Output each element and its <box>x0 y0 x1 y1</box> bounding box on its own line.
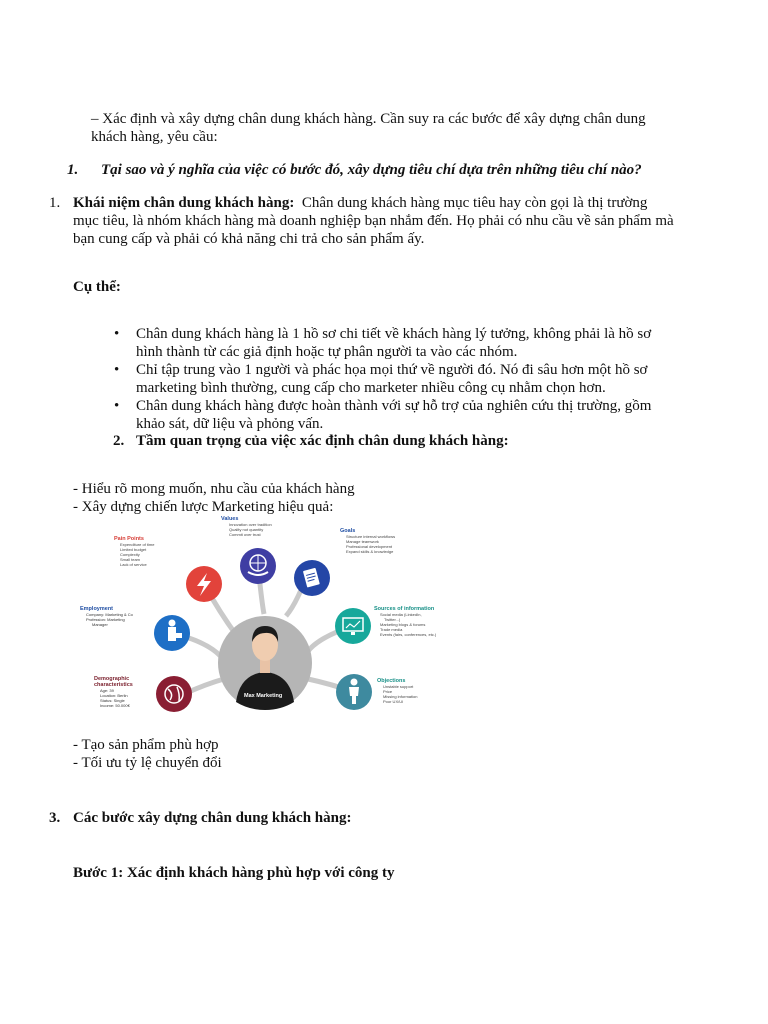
sources-title: Sources of information <box>374 606 435 612</box>
pain-points-item: Expenditure of time <box>120 542 155 547</box>
list-item <box>114 361 696 397</box>
customer-persona-infographic <box>76 514 456 726</box>
section1-line-2: mục tiêu, là nhóm khách hàng mà doanh nghiệp bạn nhắm đến. Họ phải có nhu cầu về sản phẩm mà <box>73 213 674 229</box>
pain-points-item: Lack of service <box>120 562 147 567</box>
bullet-line: hình thành từ các giả định hoặc tự phân người ta vào các nhóm. <box>136 344 518 360</box>
importance-list <box>73 480 355 516</box>
list-item <box>114 325 696 361</box>
node-employment <box>154 615 190 651</box>
list-item <box>114 397 696 433</box>
node-demographic <box>156 676 192 712</box>
importance-item: - Tạo sản phẩm phù hợp <box>73 737 219 753</box>
values-item: Innovation over tradition <box>229 522 272 527</box>
demographic-item: Income: 50.000€ <box>100 703 130 708</box>
importance-item: - Tối ưu tỷ lệ chuyển đổi <box>73 755 222 771</box>
section3-number: 3. <box>49 810 61 826</box>
sources-item: Trade media <box>380 627 403 632</box>
employment-item: Profession: Marketing <box>86 617 125 622</box>
bullet-dot: • <box>114 398 120 414</box>
goals-item: Manage teamwork <box>346 539 379 544</box>
objections-title: Objections <box>377 678 406 684</box>
values-item: Commit over trust <box>229 532 261 537</box>
values-block <box>221 516 272 537</box>
bullet-line: Chỉ tập trung vào 1 người và phác họa mọi thứ về người đó. Nó đi sâu hơn một hồ sơ <box>136 362 648 378</box>
section1-number: 1. <box>49 195 61 211</box>
bullet-line: Chân dung khách hàng được hoàn thành với sự hỗ trợ của nghiên cứu thị trường, gồm <box>136 398 652 414</box>
objections-item: Unstable support <box>383 684 414 689</box>
question-text: Tại sao và ý nghĩa của việc có bước đó, xây dựng tiêu chí dựa trên những tiêu chí nào? <box>101 162 642 178</box>
bullet-dot: • <box>114 326 120 342</box>
objections-item: Poor UX/UI <box>383 699 404 704</box>
bullet-line: khảo sát, dữ liệu và phỏng vấn. <box>136 416 324 432</box>
importance-item: - Hiểu rõ mong muốn, nhu cầu của khách hàng <box>73 481 355 497</box>
section1-line-3: bạn cung cấp và phải có khả năng chi trả cho sản phẩm ấy. <box>73 231 425 247</box>
node-values <box>240 548 276 584</box>
bullet-dot: • <box>114 362 120 378</box>
demographic-item: Age: 39 <box>100 688 114 693</box>
employment-item: Company: Marketing & Co <box>86 612 133 617</box>
node-sources <box>335 608 371 644</box>
sources-item: Social media (LinkedIn, <box>380 612 422 617</box>
pain-points-item: Limited budget <box>120 547 147 552</box>
demographic-title-2: characteristics <box>94 682 133 688</box>
bullet-line: marketing bình thường, cung cấp cho marketer nhiều công cụ nhằm chọn hơn. <box>136 380 606 396</box>
node-pain-points <box>186 566 222 602</box>
intro-line-2: khách hàng, yêu cầu: <box>91 129 218 145</box>
objections-block <box>377 678 417 704</box>
node-goals <box>294 560 330 596</box>
person-briefcase-icon <box>169 620 176 627</box>
sources-item: Marketing blogs & forums <box>380 622 426 627</box>
goals-item: Structure internal workflows <box>346 534 396 539</box>
demographic-block <box>94 676 133 708</box>
intro <box>91 110 646 146</box>
person-icon <box>351 679 358 686</box>
section1-line-1: Chân dung khách hàng mục tiêu hay còn gọi là thị trường <box>301 195 648 211</box>
employment-block <box>80 606 133 627</box>
sources-item: Events (fairs, conferences, etc.) <box>380 632 437 637</box>
bullet-line: Chân dung khách hàng là 1 hồ sơ chi tiết về khách hàng lý tưởng, không phải là hồ sơ <box>136 326 652 342</box>
importance-item: - Xây dựng chiến lược Marketing hiệu quả: <box>73 499 334 515</box>
pain-points-item: Small team <box>120 557 141 562</box>
values-title: Values <box>221 516 239 522</box>
section2-number: 2. <box>113 433 125 449</box>
demographic-title: Demographic <box>94 676 130 682</box>
goals-title: Goals <box>340 528 356 534</box>
employment-title: Employment <box>80 606 114 612</box>
objections-item: Missing information <box>383 694 418 699</box>
sources-item: Twitter...) <box>384 617 401 622</box>
pain-points-item: Complexity <box>120 552 140 557</box>
step1-heading: Bước 1: Xác định khách hàng phù hợp với công ty <box>73 865 395 881</box>
employment-item: Manager <box>92 622 108 627</box>
demographic-item: Status: Single <box>100 698 125 703</box>
cu-the-heading: Cụ thể: <box>73 279 121 295</box>
goals-item: Professional development <box>346 544 393 549</box>
center-name: Max Marketing <box>244 693 283 699</box>
section1-title: Khái niệm chân dung khách hàng: <box>73 195 295 211</box>
demographic-item: Location: Berlin <box>100 693 128 698</box>
question-number: 1. <box>67 162 79 178</box>
importance-list-continued <box>73 736 222 772</box>
section1-paragraph <box>73 194 683 248</box>
intro-line-1: – Xác định và xây dựng chân dung khách hàng. Cần suy ra các bước để xây dựng chân dung <box>91 111 646 127</box>
pain-points-block <box>114 536 154 567</box>
pain-points-title: Pain Points <box>114 536 144 542</box>
bullet-list <box>114 325 696 433</box>
values-item: Quality not quantity <box>229 527 264 532</box>
section3-title: Các bước xây dựng chân dung khách hàng: <box>73 810 352 826</box>
objections-item: Price <box>383 689 393 694</box>
section2-title: Tầm quan trọng của việc xác định chân dung khách hàng: <box>136 433 509 449</box>
node-objections <box>336 674 372 710</box>
goals-block <box>340 528 395 554</box>
goals-item: Expand skills & knowledge <box>346 549 394 554</box>
sources-block <box>374 606 436 637</box>
